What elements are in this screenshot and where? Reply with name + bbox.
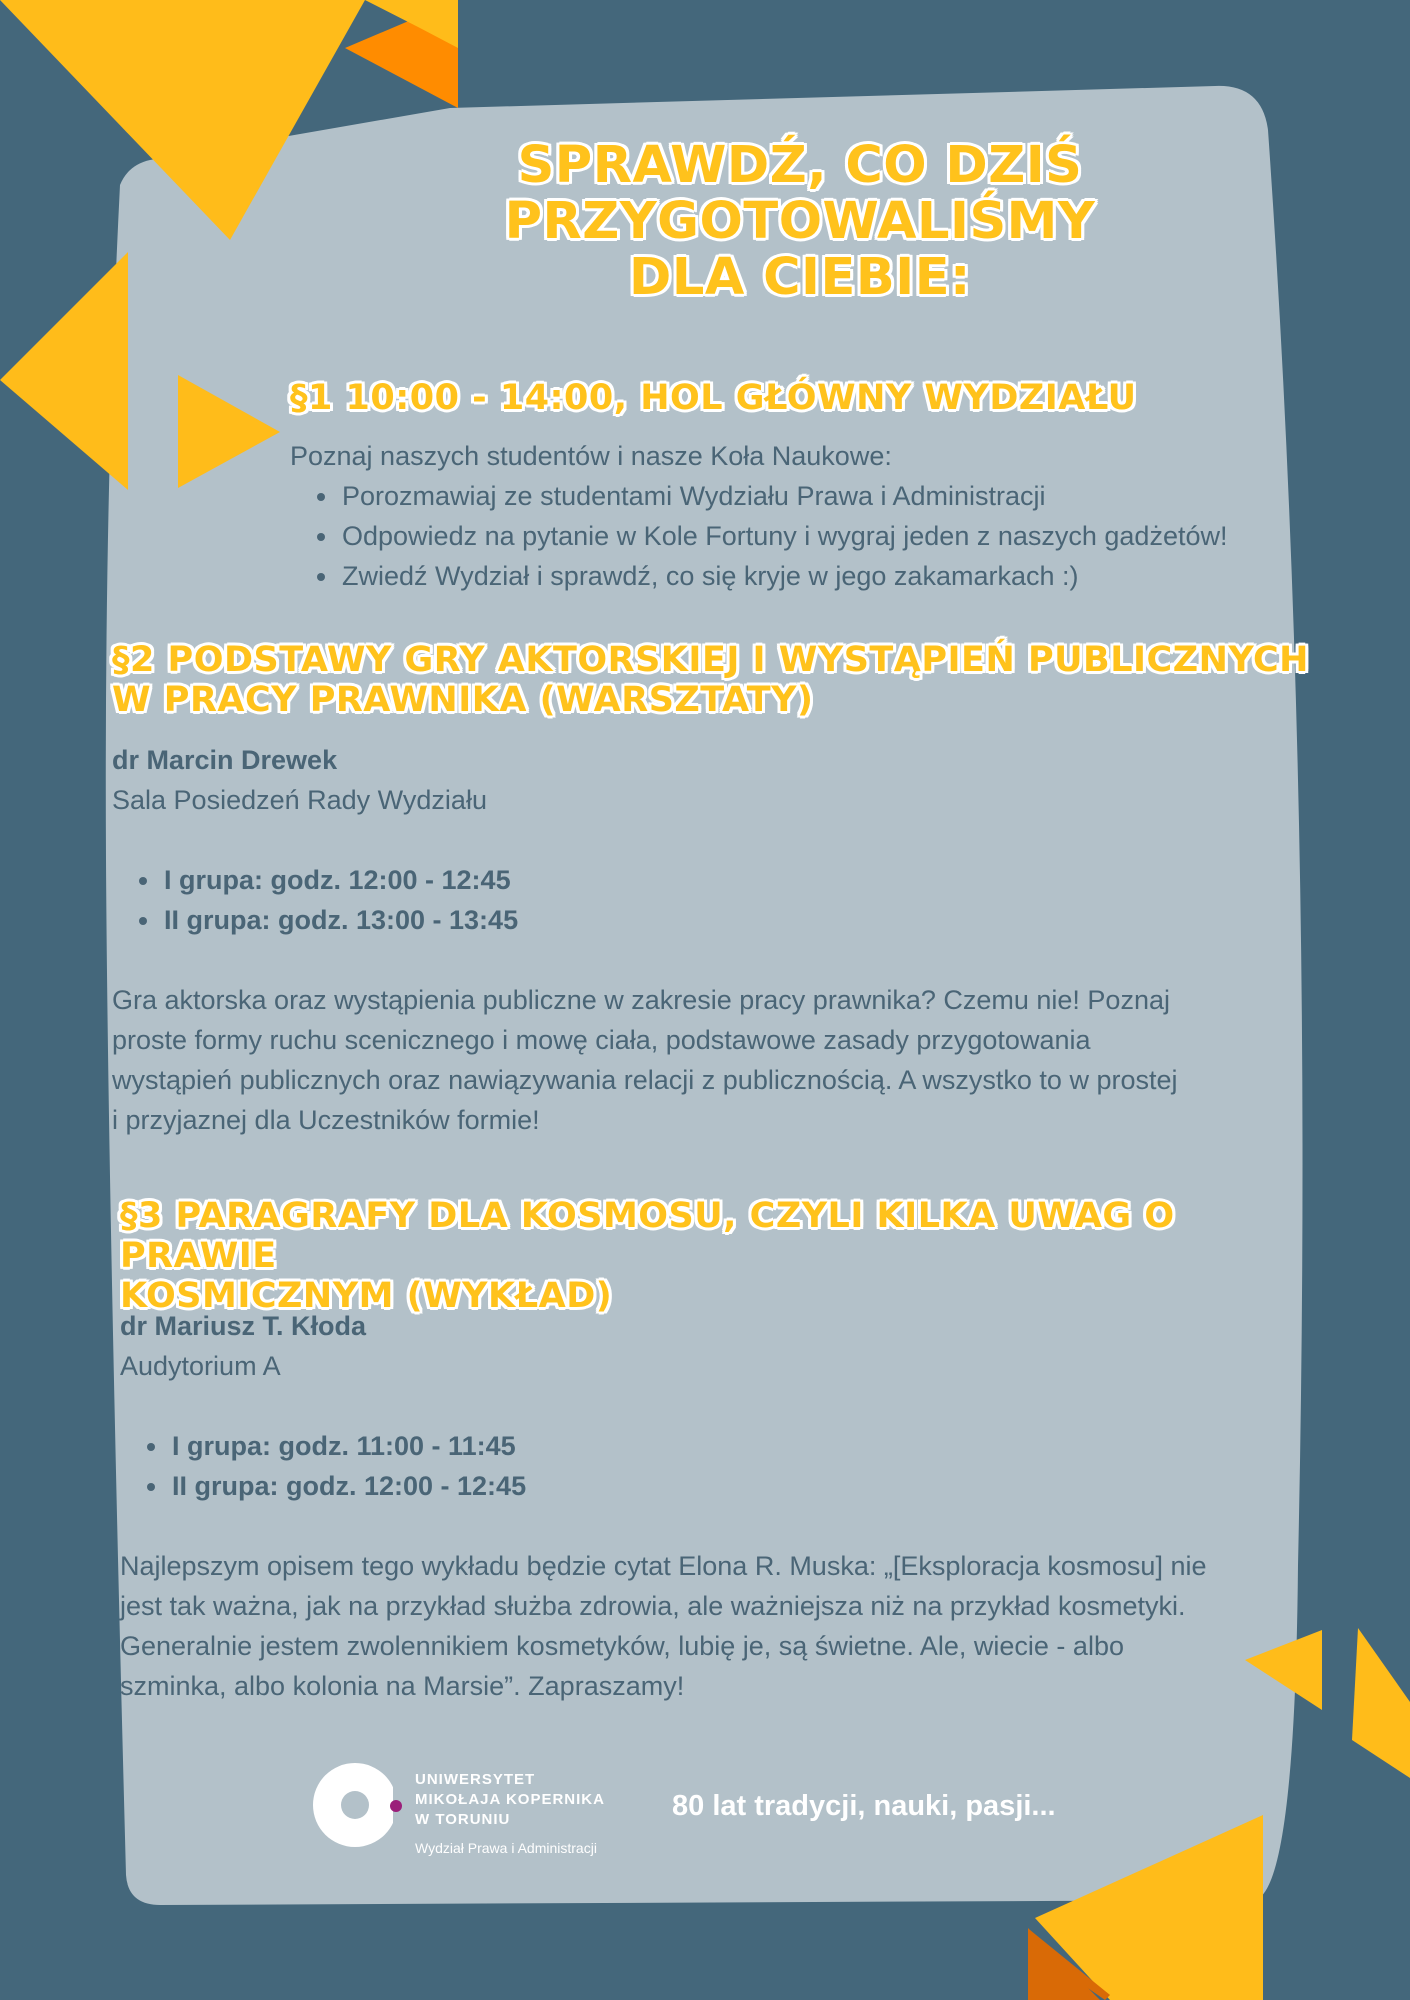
logo-ring-hole	[341, 1791, 369, 1819]
list-item: • II grupa: godz. 13:00 - 13:45	[162, 900, 1312, 940]
tagline-text: 80 lat tradycji, nauki, pasji...	[672, 1790, 1056, 1822]
logo-line: W TORUNIU	[415, 1811, 511, 1828]
title-line: PRZYGOTOWALIŚMY	[504, 192, 1096, 251]
section1-heading	[290, 378, 1290, 418]
title-line: SPRAWDŹ, CO DZIŚ	[517, 136, 1083, 195]
faculty-name-text: Wydział Prawa i Administracji	[415, 1840, 597, 1856]
section2-heading	[112, 640, 1352, 720]
list-item: • I grupa: godz. 11:00 - 11:45	[170, 1426, 1320, 1466]
section2-room: Sala Posiedzeń Rady Wydziału	[112, 785, 487, 815]
right-edge-triangle	[1352, 1628, 1410, 1778]
logo-dot	[390, 1800, 402, 1812]
section3-room: Audytorium A	[120, 1351, 281, 1381]
list-item: • Porozmawiaj ze studentami Wydziału Prawa i Administracji	[340, 476, 1340, 516]
section1-list	[290, 476, 1340, 596]
description-line: szminka, albo kolonia na Marsie”. Zapraszamy!	[120, 1671, 685, 1701]
title-line: DLA CIEBIE:	[629, 248, 971, 307]
section1-heading-text: §1 10:00 - 14:00, HOL GŁÓWNY WYDZIAŁU	[290, 378, 1137, 418]
faculty-name	[415, 1840, 597, 1856]
left-large-triangle	[0, 252, 128, 490]
section2-description	[112, 980, 1312, 1140]
section1-body	[290, 436, 1340, 596]
description-line: wystąpień publicznych oraz nawiązywania relacji z publicznością. A wszystko to w prostej	[112, 1065, 1178, 1095]
description-line: i przyjaznej dla Uczestników formie!	[112, 1105, 540, 1135]
description-line: Generalnie jestem zwolennikiem kosmetyków, lubię je, są świetne. Ale, wiecie - albo	[120, 1631, 1124, 1661]
section3-speaker: dr Mariusz T. Kłoda	[120, 1311, 367, 1341]
page-title	[460, 138, 1140, 306]
description-line: Najlepszym opisem tego wykładu będzie cytat Elona R. Muska: „[Eksploracja kosmosu] nie	[120, 1551, 1207, 1581]
list-item: • Zwiedź Wydział i sprawdź, co się kryje w jego zakamarkach :)	[340, 556, 1340, 596]
section2-speaker: dr Marcin Drewek	[112, 745, 338, 775]
section3-heading-line: KOSMICZNYM (WYKŁAD)	[120, 1276, 613, 1316]
section2-body	[112, 740, 1312, 1140]
anniversary-tagline	[672, 1790, 1056, 1823]
section1-intro: Poznaj naszych studentów i nasze Koła Naukowe:	[290, 441, 892, 471]
university-name	[415, 1770, 605, 1830]
section2-heading-line: §2 PODSTAWY GRY AKTORSKIEJ I WYSTĄPIEŃ PUBLICZNYCH	[112, 640, 1309, 680]
section2-groups	[112, 860, 1312, 940]
description-line: proste formy ruchu scenicznego i mowę ciała, podstawowe zasady przygotowania	[112, 1025, 1091, 1055]
section3-description	[120, 1546, 1320, 1706]
description-line: jest tak ważna, jak na przykład służba zdrowia, ale ważniejsza niż na przykład kosmetyki.	[120, 1591, 1186, 1621]
section3-heading-line: §3 PARAGRAFY DLA KOSMOSU, CZYLI KILKA UWAG O PRAWIE	[120, 1196, 1175, 1276]
list-item: • Odpowiedz na pytanie w Kole Fortuny i wygraj jeden z naszych gadżetów!	[340, 516, 1340, 556]
list-item: • II grupa: godz. 12:00 - 12:45	[170, 1466, 1320, 1506]
section3-groups	[120, 1426, 1320, 1506]
logo-line: MIKOŁAJA KOPERNIKA	[415, 1791, 605, 1808]
list-item: • I grupa: godz. 12:00 - 12:45	[162, 860, 1312, 900]
description-line: Gra aktorska oraz wystąpienia publiczne w zakresie pracy prawnika? Czemu nie! Poznaj	[112, 985, 1170, 1015]
section3-body	[120, 1306, 1320, 1706]
section2-heading-line: W PRACY PRAWNIKA (WARSZTATY)	[112, 680, 814, 720]
section3-heading	[120, 1196, 1320, 1316]
logo-line: UNIWERSYTET	[415, 1771, 536, 1788]
